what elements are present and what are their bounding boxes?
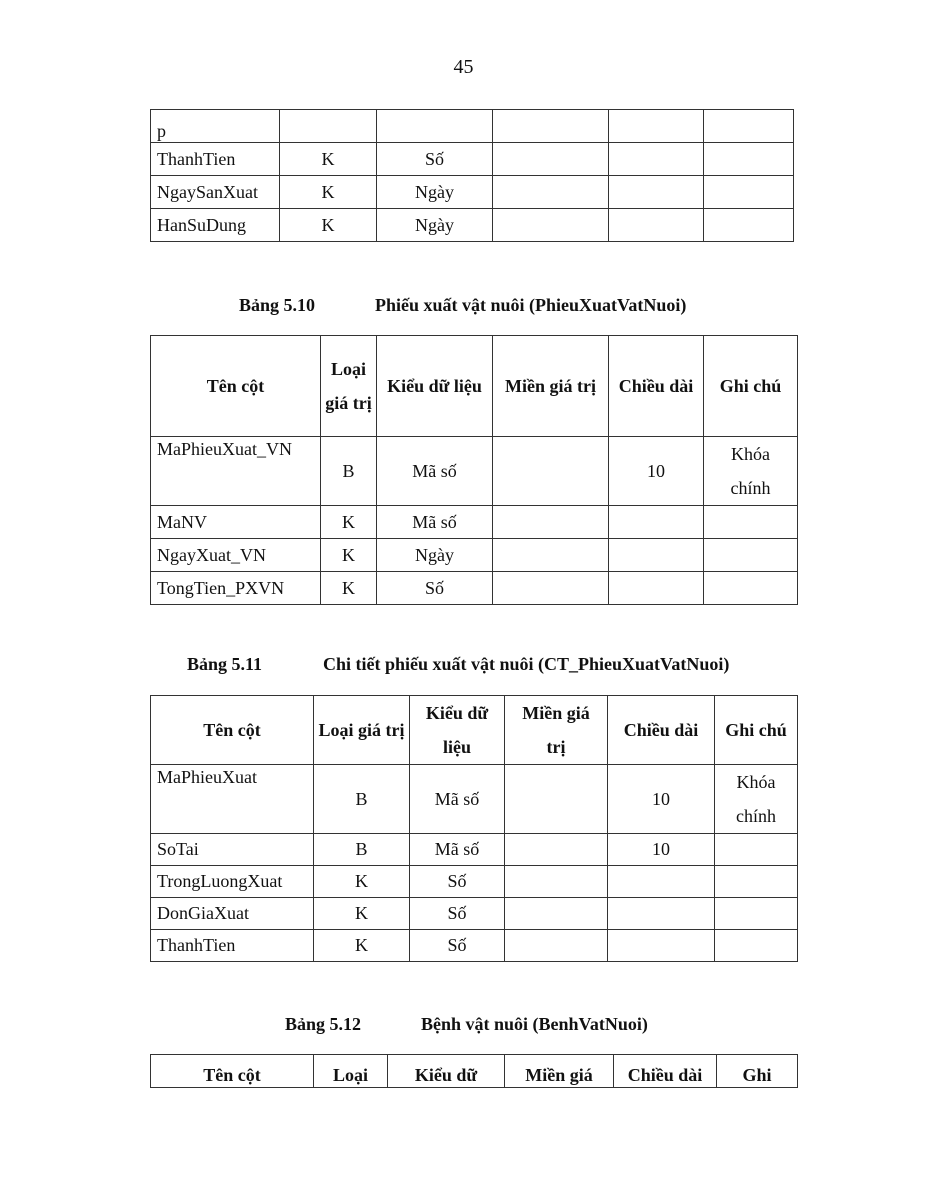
table-row <box>151 866 798 898</box>
cell: K <box>321 539 377 572</box>
table-header-row <box>151 696 798 765</box>
table-row <box>151 176 794 209</box>
cell <box>704 572 798 605</box>
cell <box>493 539 609 572</box>
cell <box>704 506 798 539</box>
cell: Số <box>410 866 505 898</box>
cell <box>505 834 608 866</box>
header-ghi-chu: Ghi chú <box>704 336 798 437</box>
cell: 10 <box>609 437 704 506</box>
cell: NgaySanXuat <box>151 176 280 209</box>
table-row <box>151 930 798 962</box>
cell <box>704 209 794 242</box>
cell <box>715 834 798 866</box>
cell <box>609 143 704 176</box>
table-5-12 <box>150 1054 798 1088</box>
cell <box>493 143 609 176</box>
cell <box>505 866 608 898</box>
header-kieu-du-lieu: Kiểu dữ liệu <box>377 336 493 437</box>
cell <box>608 930 715 962</box>
header-ten-cot: Tên cột <box>151 336 321 437</box>
header-mien-gia-tri: Miền giá trị <box>505 696 608 765</box>
header-chieu-dai: Chiều dài <box>608 696 715 765</box>
caption-number: Bảng 5.11 <box>187 654 263 674</box>
cell: K <box>280 209 377 242</box>
cell: Ngày <box>377 176 493 209</box>
cell: Mã số <box>410 834 505 866</box>
cell: Số <box>410 930 505 962</box>
cell: TongTien_PXVN <box>151 572 321 605</box>
caption-title: Chi tiết phiếu xuất vật nuôi (CT_PhieuXuatVatNuoi) <box>323 654 730 674</box>
cell <box>493 176 609 209</box>
header-mien-gia-tri: Miền giá trị <box>493 336 609 437</box>
cell: HanSuDung <box>151 209 280 242</box>
cell: MaPhieuXuat <box>151 765 314 834</box>
cell <box>609 506 704 539</box>
header-loai-gia-tri: Loại giá trị <box>321 336 377 437</box>
cell <box>609 209 704 242</box>
header-ten-cot: Tên cột <box>151 696 314 765</box>
cell <box>493 437 609 506</box>
cell: Mã số <box>377 506 493 539</box>
table-5-11 <box>150 695 798 962</box>
cell: NgayXuat_VN <box>151 539 321 572</box>
table-continued <box>150 109 794 242</box>
cell: K <box>280 176 377 209</box>
table-caption-5-12 <box>285 1014 735 1038</box>
cell: Số <box>377 572 493 605</box>
cell: B <box>321 437 377 506</box>
cell <box>505 930 608 962</box>
table-row <box>151 437 798 506</box>
cell: Số <box>377 143 493 176</box>
cell <box>493 110 609 143</box>
cell <box>608 898 715 930</box>
cell: Khóa chính <box>704 437 798 506</box>
table-row <box>151 572 798 605</box>
cell: B <box>314 834 410 866</box>
cell <box>377 110 493 143</box>
cell: Mã số <box>377 437 493 506</box>
cell: K <box>314 866 410 898</box>
header-chieu-dai: Chiều dài <box>614 1055 717 1088</box>
header-ten-cot: Tên cột <box>151 1055 314 1088</box>
table-row <box>151 143 794 176</box>
cell <box>609 110 704 143</box>
header-ghi: Ghi <box>717 1055 798 1088</box>
table-row <box>151 765 798 834</box>
cell <box>715 930 798 962</box>
cell <box>715 866 798 898</box>
page-number: 45 <box>453 56 474 78</box>
header-loai-gia-tri: Loại giá trị <box>314 696 410 765</box>
cell: ThanhTien <box>151 930 314 962</box>
table-row <box>151 539 798 572</box>
cell: 10 <box>608 834 715 866</box>
cell: B <box>314 765 410 834</box>
header-kieu-du-lieu: Kiểu dữ liệu <box>410 696 505 765</box>
table-row <box>151 506 798 539</box>
cell <box>493 209 609 242</box>
table-row <box>151 209 794 242</box>
table-row <box>151 834 798 866</box>
cell <box>280 110 377 143</box>
cell: Mã số <box>410 765 505 834</box>
cell <box>609 572 704 605</box>
cell <box>608 866 715 898</box>
cell <box>715 898 798 930</box>
cell: Số <box>410 898 505 930</box>
cell: TrongLuongXuat <box>151 866 314 898</box>
cell <box>609 176 704 209</box>
cell <box>704 176 794 209</box>
caption-title: Phiếu xuất vật nuôi (PhieuXuatVatNuoi) <box>375 295 687 315</box>
cell: Ngày <box>377 209 493 242</box>
caption-number: Bảng 5.12 <box>285 1014 362 1034</box>
cell <box>704 143 794 176</box>
cell <box>493 506 609 539</box>
cell <box>505 898 608 930</box>
cell: 10 <box>608 765 715 834</box>
caption-number: Bảng 5.10 <box>239 295 316 315</box>
cell: DonGiaXuat <box>151 898 314 930</box>
cell: K <box>280 143 377 176</box>
table-caption-5-11 <box>187 654 787 678</box>
cell: MaPhieuXuat_VN <box>151 437 321 506</box>
cell <box>609 539 704 572</box>
table-row <box>151 898 798 930</box>
cell: p <box>151 110 280 143</box>
cell: ThanhTien <box>151 143 280 176</box>
caption-title: Bệnh vật nuôi (BenhVatNuoi) <box>421 1014 648 1034</box>
header-kieu-du: Kiểu dữ <box>388 1055 505 1088</box>
cell <box>505 765 608 834</box>
cell <box>704 539 798 572</box>
cell <box>704 110 794 143</box>
table-row <box>151 110 794 143</box>
cell: MaNV <box>151 506 321 539</box>
cell <box>493 572 609 605</box>
cell: K <box>321 572 377 605</box>
cell: K <box>314 930 410 962</box>
header-chieu-dai: Chiều dài <box>609 336 704 437</box>
table-header-row <box>151 336 798 437</box>
header-loai: Loại <box>314 1055 388 1088</box>
header-ghi-chu: Ghi chú <box>715 696 798 765</box>
cell: Khóa chính <box>715 765 798 834</box>
cell: Ngày <box>377 539 493 572</box>
cell: K <box>321 506 377 539</box>
table-5-10 <box>150 335 798 605</box>
table-header-row <box>151 1055 798 1088</box>
cell: SoTai <box>151 834 314 866</box>
cell: K <box>314 898 410 930</box>
header-mien-gia: Miền giá <box>505 1055 614 1088</box>
table-caption-5-10 <box>239 295 739 319</box>
